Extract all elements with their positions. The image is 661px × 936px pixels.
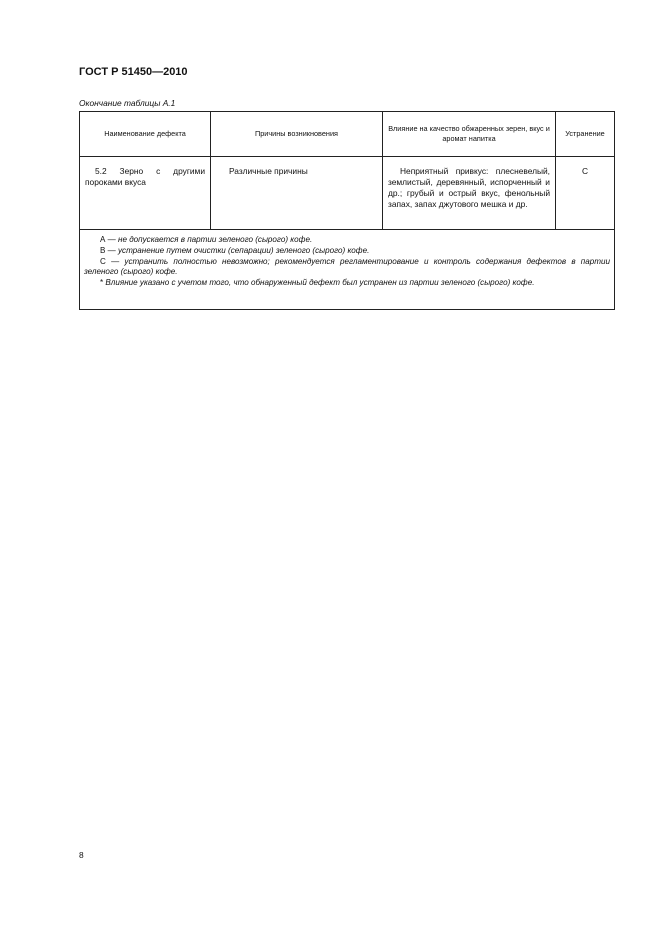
header-causes: Причины возникновения <box>211 112 383 157</box>
table-header <box>80 112 615 157</box>
note-c-text: устранить полностью невозможно; рекомендуется регламентирование и контроль содержания дефектов в партии зеленого (сырого) кофе. <box>84 256 610 277</box>
standard-code: ГОСТ Р 51450—2010 <box>79 66 188 78</box>
cell-defect-name: 5.2 Зерно с другими пороками вкуса <box>80 157 211 230</box>
note-b <box>84 246 610 257</box>
note-a-key: А — <box>100 235 116 244</box>
cell-quality-impact: Неприятный привкус: плесневелый, землистый, деревянный, испорченный и др.; грубый и острый вкус, фенольный запах, запах джутового мешка и др. <box>383 157 556 230</box>
note-asterisk <box>84 278 610 289</box>
note-c <box>84 257 610 279</box>
note-asterisk-text: Влияние указано с учетом того, что обнаруженный дефект был устранен из партии зеленого (сырого) кофе. <box>103 278 535 287</box>
note-a <box>84 235 610 246</box>
table-caption: Окончание таблицы А.1 <box>79 98 176 108</box>
header-quality-impact: Влияние на качество обжаренных зерен, вкус и аромат напитка <box>383 112 556 157</box>
note-asterisk-key: * <box>100 278 104 287</box>
table-body <box>80 157 615 310</box>
table-notes <box>80 230 615 310</box>
cell-causes: Различные причины <box>211 157 383 230</box>
cell-removal: С <box>556 157 615 230</box>
note-c-key: С — <box>100 256 120 266</box>
notes-row <box>80 230 615 310</box>
note-b-text: устранение путем очистки (сепарации) зеленого (сырого) кофе. <box>115 245 370 255</box>
header-removal: Устранение <box>556 112 615 157</box>
defects-table <box>79 111 615 310</box>
header-row <box>80 112 615 157</box>
note-a-text: не допускается в партии зеленого (сырого) кофе. <box>115 235 313 244</box>
page-number: 8 <box>79 850 84 860</box>
table-row <box>80 157 615 230</box>
note-b-key: В — <box>100 245 116 255</box>
header-defect-name: Наименование дефекта <box>80 112 211 157</box>
